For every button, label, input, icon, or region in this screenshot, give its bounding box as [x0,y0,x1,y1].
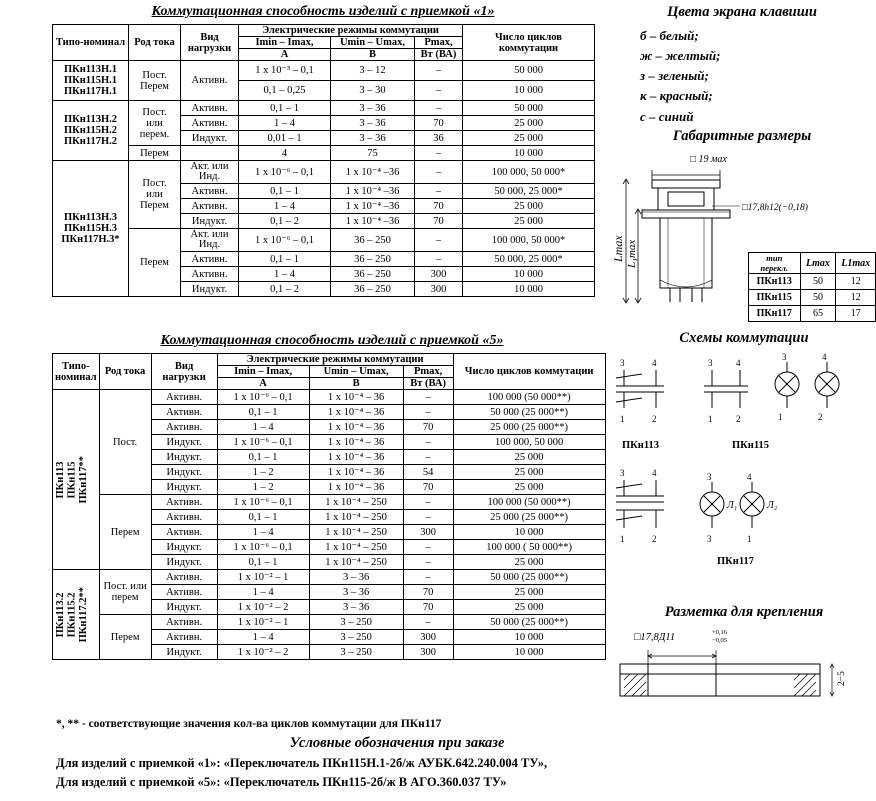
type-line: ПКн117Н.1 [63,86,118,98]
load-cell: Индукт. [151,450,217,465]
pmax-cell: 300 [415,267,463,282]
th-cycles: Число циклов коммутации [463,25,595,61]
dim-lmax-label: Lmax [612,235,625,262]
load-cell: Активн. [181,116,239,131]
load-cell: Активн. [181,252,239,267]
pin-label: 2 [818,412,823,422]
type-line: ПКн117Н.2 [63,136,118,148]
type-line: ПКн117.2** [78,586,90,643]
pmax-cell: 300 [403,645,453,660]
cycles-cell: 50 000 [463,61,595,81]
cycles-cell: 25 000 [463,199,595,214]
imin-cell: 1 – 4 [217,420,309,435]
pin-label: 2 [652,414,657,424]
imin-cell: 1 – 4 [217,630,309,645]
pmax-cell: – [415,252,463,267]
umin-cell: 3 – 250 [309,615,403,630]
table-row [53,390,606,405]
list-item: с – синий [640,108,694,124]
pmax-cell: – [403,555,453,570]
cycles-cell: 50 000 (25 000**) [453,405,605,420]
imin-cell: 1 х 10⁻² – 1 [217,570,309,585]
pin-label: 1 [708,414,713,424]
marking-drawing [612,624,876,734]
cell-lmax: 50 [800,290,836,306]
pin-label: 1 [620,534,625,544]
cycles-cell: 50 000 (25 000**) [453,570,605,585]
load-cell: Индукт. [151,540,217,555]
load-cell: Активн. [151,615,217,630]
cell-l1max: 12 [836,290,876,306]
umin-cell: 1 х 10⁻⁴ –36 [331,199,415,214]
umin-cell: 1 х 10⁻⁴ – 36 [309,450,403,465]
umin-cell: 75 [331,146,415,161]
dim-top-label: □ 19 мах [690,154,727,165]
cycles-cell: 10 000 [463,282,595,297]
table-row [53,615,606,630]
pin-label: 4 [652,358,657,368]
load-cell: Акт. или Инд. [181,161,239,184]
th-imin: Imin – Imax, [217,366,309,378]
order-title: Условные обозначения при заказе [289,735,505,751]
cycles-cell: 10 000 [463,267,595,282]
load-cell: Активн. [181,199,239,214]
cycles-cell: 50 000, 25 000* [463,184,595,199]
cycles-cell: 10 000 [453,525,605,540]
type-line: ПКн115Н.1 [63,75,118,87]
umin-cell: 1 х 10⁻⁴ –36 [331,161,415,184]
umin-cell: 1 х 10⁻⁴ – 250 [309,495,403,510]
scheme-label: ПКн117 [717,556,755,567]
umin-cell: 1 х 10⁻⁴ – 36 [309,390,403,405]
pin-label: 2 [736,414,741,424]
marking-tol-top: +0,16 [712,629,728,636]
th-type: Типо-номинал [53,25,129,61]
imin-cell: 1 – 4 [239,116,331,131]
list-item: з – зеленый; [640,68,709,84]
pmax-cell: – [403,450,453,465]
schemes-title: Схемы коммутации [679,330,809,346]
imin-cell: 1 – 2 [217,465,309,480]
umin-cell: 1 х 10⁻⁴ – 250 [309,510,403,525]
imin-cell: 0,1 – 1 [239,101,331,116]
th-umin-unit: В [309,378,403,390]
cycles-cell: 25 000 (25 000**) [453,510,605,525]
th-umin-unit: В [331,49,415,61]
dimensions-title: Габаритные размеры [672,128,812,144]
pmax-cell: 70 [415,199,463,214]
th-l1max: L1max [836,253,876,274]
table1-switching-capacity-acceptance-1 [52,24,595,297]
cycles-cell: 25 000 [463,214,595,229]
cell-type: ПКн117 [749,306,801,322]
load-cell: Индукт. [151,600,217,615]
type-line: ПКн113Н.1 [63,64,118,76]
imin-cell: 0,1 – 1 [217,510,309,525]
pin-label: 4 [747,472,752,482]
order-lines [56,754,547,792]
pin-label: 3 [620,468,625,478]
colors-list [640,26,720,127]
current-line: или [146,117,163,129]
current-line: Перем [140,200,169,212]
pin-label: 4 [736,358,741,368]
type-line: ПКн117Н.3* [61,234,120,246]
pmax-cell: – [415,184,463,199]
imin-cell: 1 – 2 [217,480,309,495]
cycles-cell: 50 000, 25 000* [463,252,595,267]
cycles-cell: 25 000 [453,600,605,615]
pmax-cell: – [415,101,463,116]
imin-cell: 0,1 – 1 [239,252,331,267]
umin-cell: 3 – 36 [331,131,415,146]
load-cell: Активн. [151,585,217,600]
load-cell: Активн. [181,61,239,101]
load-cell: Активн. [151,630,217,645]
pmax-cell: 70 [403,600,453,615]
marking-dim-label: □17,8Д11 [634,632,676,643]
load-cell: Индукт. [181,214,239,229]
umin-cell: 1 х 10⁻⁴ – 36 [309,480,403,495]
type-cell [53,390,100,570]
th-pmax: Pmax, [415,37,463,49]
load-cell: Индукт. [151,465,217,480]
scheme-label: ПКн113 [622,440,660,451]
current-line: перем. [139,128,170,140]
th-pmax-unit: Вт (ВА) [403,378,453,390]
imin-cell: 0,1 – 2 [239,214,331,229]
umin-cell: 3 – 36 [331,116,415,131]
table-row [53,495,606,510]
pin-label: 4 [652,468,657,478]
imin-cell: 0,1 – 2 [239,282,331,297]
pmax-cell: – [403,510,453,525]
load-cell: Индукт. [151,480,217,495]
cycles-cell: 100 000 (50 000**) [453,495,605,510]
load-cell: Активн. [151,390,217,405]
pmax-cell: 300 [403,630,453,645]
cycles-cell: 25 000 [453,465,605,480]
table-row [53,570,606,585]
th-umin: Umin – Umax, [331,37,415,49]
load-cell: Индукт. [151,645,217,660]
cycles-cell: 25 000 [453,480,605,495]
imin-cell: 1 х 10⁻² – 1 [217,615,309,630]
pmax-cell: – [403,540,453,555]
load-cell: Индукт. [151,555,217,570]
pin-label: 3 [707,472,712,482]
marking-tol-bottom: −0,05 [712,637,728,644]
load-cell: Акт. или Инд. [181,229,239,252]
table-row [53,161,595,184]
imin-cell: 1 х 10⁻³ – 0,1 [239,61,331,81]
pin-label: 2 [652,534,657,544]
pin-label: 1 [620,414,625,424]
imin-cell: 0,1 – 1 [217,405,309,420]
th-type: Типо-номинал [53,354,100,390]
current-cell: Пост. или перем [99,570,151,615]
cell-l1max: 17 [836,306,876,322]
table-row [749,306,876,322]
type-line: ПКн113Н.3 [63,212,118,224]
th-load: Вид нагрузки [181,25,239,61]
dim-side-label: □17,8h12(−0,18) [742,203,808,213]
pin-label: 4 [822,352,827,362]
current-line: или [146,189,163,201]
scheme-label: ПКн115 [732,440,770,451]
load-cell: Активн. [151,525,217,540]
pmax-cell: – [415,229,463,252]
pmax-cell: – [415,81,463,101]
load-cell: Активн. [181,101,239,116]
cycles-cell: 25 000 [463,131,595,146]
umin-cell: 1 х 10⁻⁴ – 250 [309,525,403,540]
type-line: ПКн115Н.2 [63,125,118,137]
current-cell: Перем [129,229,181,297]
type-line: ПКн113.2 [55,592,66,637]
load-cell: Индукт. [151,435,217,450]
cycles-cell: 10 000 [453,645,605,660]
dimensions-drawing [612,150,876,330]
current-line: Пост. [142,178,167,190]
umin-cell: 3 – 30 [331,81,415,101]
umin-cell: 36 – 250 [331,267,415,282]
th-pmax-unit: Вт (ВА) [415,49,463,61]
cycles-cell: 10 000 [453,630,605,645]
table1-header-row [53,25,595,37]
umin-cell: 1 х 10⁻⁴ – 250 [309,540,403,555]
current-line: Перем [140,80,169,92]
imin-cell: 1 х 10⁻² – 2 [217,600,309,615]
imin-cell: 1 х 10⁻² – 2 [217,645,309,660]
table1-title: Коммутационная способность изделий с приемкой «1» [151,4,495,19]
umin-cell: 3 – 250 [309,630,403,645]
pmax-cell: 70 [415,214,463,229]
umin-cell: 1 х 10⁻⁴ –36 [331,184,415,199]
table-row [749,274,876,290]
dimensions-table [748,252,876,322]
order-line: Для изделий с приемкой «1»: «Переключатель ПКн115Н.1-2б/ж АУБК.642.240.004 ТУ», [56,756,548,770]
current-cell: Пост. [99,390,151,495]
list-item: ж – желтый; [640,48,721,64]
th-umin: Umin – Umax, [309,366,403,378]
th-imin: Imin – Imax, [239,37,331,49]
th-modes: Электрические режимы коммутации [239,25,463,37]
umin-cell: 3 – 36 [309,600,403,615]
load-cell: Индукт. [181,282,239,297]
table2-header-row [53,354,606,366]
imin-cell: 0,1 – 1 [239,184,331,199]
umin-cell: 3 – 36 [331,101,415,116]
cycles-cell: 10 000 [463,146,595,161]
table-row [53,101,595,116]
load-cell: Активн. [151,405,217,420]
pin-label: 3 [708,358,713,368]
pin-label: 3 [782,352,787,362]
colors-title: Цвета экрана клавиши [667,4,817,20]
cycles-cell: 100 000, 50 000 [453,435,605,450]
cycles-cell: 25 000 (25 000**) [453,420,605,435]
umin-cell: 3 – 12 [331,61,415,81]
pmax-cell: 36 [415,131,463,146]
pmax-cell: – [403,495,453,510]
footnote: *, ** - соответствующие значения кол-ва циклов коммутации для ПКн117 [56,718,442,730]
type-line: ПКн115Н.3 [63,223,118,235]
th-imin-unit: А [239,49,331,61]
lamp-label: Л₁ [727,500,738,511]
type-cell [53,570,100,660]
cycles-cell: 25 000 [453,555,605,570]
pmax-cell: 300 [403,525,453,540]
table-header-row [749,253,876,274]
table-row [53,146,595,161]
pmax-cell: – [415,161,463,184]
current-cell: Перем [99,495,151,570]
table-row [53,229,595,252]
cell-l1max: 12 [836,274,876,290]
cycles-cell: 25 000 [453,450,605,465]
umin-cell: 3 – 250 [309,645,403,660]
load-cell: Активн. [181,267,239,282]
dim-l1max-label: L₁max [626,239,638,268]
imin-cell: 4 [239,146,331,161]
umin-cell: 1 х 10⁻⁴ – 36 [309,465,403,480]
pmax-cell: 70 [415,116,463,131]
table-row [53,61,595,81]
imin-cell: 0,01 – 1 [239,131,331,146]
pmax-cell: – [415,61,463,81]
load-cell [181,146,239,161]
pmax-cell: – [403,435,453,450]
th-modes: Электрические режимы коммутации [217,354,453,366]
cycles-cell: 25 000 [463,116,595,131]
pin-label: 3 [620,358,625,368]
type-line: ПКн113 [55,461,66,499]
load-cell: Активн. [151,495,217,510]
load-cell: Активн. [181,184,239,199]
imin-cell: 1 – 4 [239,199,331,214]
cycles-cell: 100 000, 50 000* [463,229,595,252]
pmax-cell: 70 [403,585,453,600]
cycles-cell: 100 000 (50 000**) [453,390,605,405]
imin-cell: 1 х 10⁻⁶ – 0,1 [217,390,309,405]
imin-cell: 1 – 4 [239,267,331,282]
table2-switching-capacity-acceptance-5 [52,353,606,660]
imin-cell: 1 – 4 [217,525,309,540]
type-line: ПКн113Н.2 [63,114,118,126]
list-item: б – белый; [640,28,699,43]
type-line: ПКн117** [78,455,90,504]
pmax-cell: 70 [403,480,453,495]
th-load: Вид нагрузки [151,354,217,390]
marking-title: Разметка для крепления [664,604,824,620]
umin-cell: 1 х 10⁻⁴ – 250 [309,555,403,570]
lamp-label: Л₂ [767,500,778,511]
table2-title: Коммутационная способность изделий с приемкой «5» [160,333,504,348]
cell-lmax: 50 [800,274,836,290]
current-line: Пост. [142,69,167,81]
imin-cell: 1 х 10⁻⁶ – 0,1 [217,540,309,555]
marking-side-dim: 2−5 [837,671,847,686]
cycles-cell: 50 000 [463,101,595,116]
pmax-cell: – [403,570,453,585]
imin-cell: 1 х 10⁻⁶ – 0,1 [239,161,331,184]
imin-cell: 1 х 10⁻⁶ – 0,1 [239,229,331,252]
load-cell: Индукт. [181,131,239,146]
th-current: Род тока [129,25,181,61]
cell-type: ПКн115 [749,290,801,306]
th-imin-unit: А [217,378,309,390]
th-switch-type: тип перекл. [749,253,801,274]
imin-cell: 1 – 4 [217,585,309,600]
umin-cell: 1 х 10⁻⁴ – 36 [309,435,403,450]
imin-cell: 1 х 10⁻⁶ – 0,1 [217,495,309,510]
pmax-cell: 70 [403,420,453,435]
current-cell: Перем [129,146,181,161]
cell-lmax: 65 [800,306,836,322]
pmax-cell: – [403,405,453,420]
umin-cell: 36 – 250 [331,282,415,297]
type-line: ПКн115.2 [66,592,78,637]
imin-cell: 0,1 – 1 [217,450,309,465]
pmax-cell: – [403,390,453,405]
schemes-drawing [612,352,876,602]
cell-type: ПКн113 [749,274,801,290]
cycles-cell: 50 000 (25 000**) [453,615,605,630]
current-cell: Перем [99,615,151,660]
pmax-cell: 54 [403,465,453,480]
pmax-cell: – [415,146,463,161]
list-item: к – красный; [640,88,713,104]
table-row [749,290,876,306]
th-current: Род тока [99,354,151,390]
load-cell: Активн. [151,510,217,525]
umin-cell: 36 – 250 [331,229,415,252]
umin-cell: 3 – 36 [309,570,403,585]
pin-label: 3 [707,534,712,544]
cycles-cell: 100 000 ( 50 000**) [453,540,605,555]
type-line: ПКн115 [66,461,78,499]
umin-cell: 1 х 10⁻⁴ –36 [331,214,415,229]
pin-label: 1 [747,534,752,544]
imin-cell: 0,1 – 0,25 [239,81,331,101]
pin-label: 1 [778,412,783,422]
th-cycles: Число циклов коммутации [453,354,605,390]
th-pmax: Pmax, [403,366,453,378]
current-line: Пост. [142,106,167,118]
load-cell: Активн. [151,420,217,435]
pmax-cell: – [403,615,453,630]
imin-cell: 0,1 – 1 [217,555,309,570]
load-cell: Активн. [151,570,217,585]
cycles-cell: 10 000 [463,81,595,101]
umin-cell: 3 – 36 [309,585,403,600]
umin-cell: 1 х 10⁻⁴ – 36 [309,420,403,435]
cycles-cell: 25 000 [453,585,605,600]
pmax-cell: 300 [415,282,463,297]
imin-cell: 1 х 10⁻⁶ – 0,1 [217,435,309,450]
order-line: Для изделий с приемкой «5»: «Переключатель ПКн115-2б/ж В АГО.360.037 ТУ» [56,774,507,789]
umin-cell: 1 х 10⁻⁴ – 36 [309,405,403,420]
umin-cell: 36 – 250 [331,252,415,267]
cycles-cell: 100 000, 50 000* [463,161,595,184]
th-lmax: Lmax [800,253,836,274]
